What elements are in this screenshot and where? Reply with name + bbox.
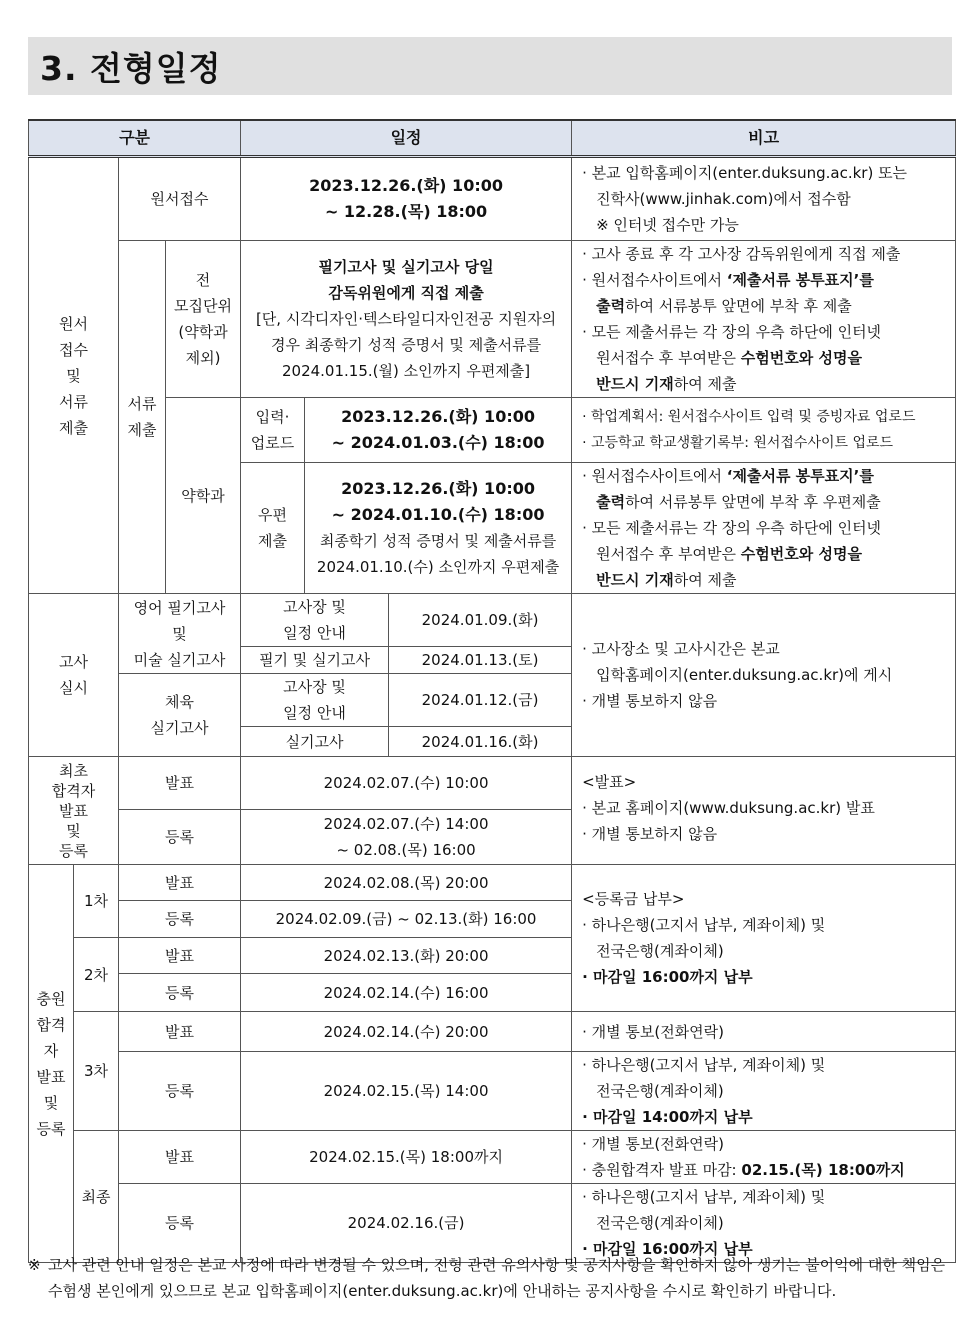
final-announce-notes: · 개별 통보(전화연락) · 충원합격자 발표 마감: 02.15.(목) 18:00까지 (572, 1131, 956, 1184)
header-row (29, 120, 956, 157)
round3-register-notes: · 하나은행(고지서 납부, 계좌이체) 및 전국은행(계좌이체) · 마감일 14:00까지 납부 (572, 1052, 956, 1131)
round3-announce-note: · 개별 통보(전화연락) (572, 1012, 956, 1052)
round1-label: 1차 (74, 865, 119, 938)
first-register-label: 등록 (119, 810, 241, 865)
round2-register-date: 2024.02.14.(수) 16:00 (241, 974, 572, 1012)
footnote-mark: ※ (28, 1256, 41, 1274)
table-row (29, 865, 956, 901)
table-row (29, 1052, 956, 1131)
schedule-table (28, 119, 956, 1263)
final-announce-date: 2024.02.15.(목) 18:00까지 (241, 1131, 572, 1184)
round3-register-date: 2024.02.15.(목) 14:00 (241, 1052, 572, 1131)
header-remarks: 비고 (572, 120, 956, 157)
header-schedule: 일정 (241, 120, 572, 157)
table-row (29, 1131, 956, 1184)
table-row (29, 241, 956, 398)
table-row (29, 398, 956, 463)
post-schedule: 2023.12.26.(화) 10:00 ~ 2024.01.10.(수) 18:00 최종학기 성적 증명서 및 제출서류를 2024.01.10.(수) 소인까지 우편제출 (305, 463, 572, 594)
round1-register-label: 등록 (119, 901, 241, 938)
round3-announce-date: 2024.02.14.(수) 20:00 (241, 1012, 572, 1052)
all-units-schedule: 필기고사 및 실기고사 당일 감독위원에게 직접 제출 [단, 시각디자인·텍스타일디자인전공 지원자의 경우 최종학기 성적 증명서 및 제출서류를 2024.01.15.(월) 소인까지 우편제출] (241, 241, 572, 398)
table-row (29, 594, 956, 647)
pe-exam-label: 실기고사 (241, 727, 389, 757)
footnote (28, 1252, 948, 1304)
table-row (29, 1012, 956, 1052)
round3-register-label: 등록 (119, 1052, 241, 1131)
round1-announce-label: 발표 (119, 865, 241, 901)
apply-row-label: 원서접수 (119, 157, 241, 241)
round1-announce-date: 2024.02.08.(목) 20:00 (241, 865, 572, 901)
guide-date: 2024.01.09.(화) (389, 594, 572, 647)
footnote-text: 고사 관련 안내 일정은 본교 사정에 따라 변경될 수 있으며, 전형 관련 유의사항 및 공지사항을 확인하지 않아 생기는 불이익에 대한 책임은 수험생 본인에게 있으므로 본교 입학홈페이지(enter.duksung.ac.kr)에 안내하는 공지사항을 수시로 확인하기 바랍니다. (48, 1256, 946, 1300)
all-units-notes: · 고사 종료 후 각 고사장 감독위원에게 직접 제출 · 원서접수사이트에서 ‘제출서류 봉투표지’를 출력하여 서류봉투 앞면에 부착 후 제출 · 모든 제출서류는 각 장의 우측 하단에 인터넷 원서접수 후 부여받은 수험번호와 성명을 반드시 기재하여 제출 (572, 241, 956, 398)
guide-label: 고사장 및 일정 안내 (241, 594, 389, 647)
post-notes: · 원서접수사이트에서 ‘제출서류 봉투표지’를 출력하여 서류봉투 앞면에 부착 후 우편제출 · 모든 제출서류는 각 장의 우측 하단에 인터넷 원서접수 후 부여받은 수험번호와 성명을 반드시 기재하여 제출 (572, 463, 956, 594)
round2-register-label: 등록 (119, 974, 241, 1012)
pharm-label: 약학과 (166, 398, 241, 594)
table-row (29, 757, 956, 810)
final-register-date: 2024.02.16.(금) (241, 1184, 572, 1263)
upload-notes: · 학업계획서: 원서접수사이트 입력 및 증빙자료 업로드 · 고등학교 학교생활기록부: 원서접수사이트 업로드 (572, 398, 956, 463)
first-register-date: 2024.02.07.(수) 14:00 ~ 02.08.(목) 16:00 (241, 810, 572, 865)
section-title-bar (28, 37, 952, 95)
upload-date: 2023.12.26.(화) 10:00 ~ 2024.01.03.(수) 18:00 (305, 398, 572, 463)
pe-exam-date: 2024.01.16.(화) (389, 727, 572, 757)
docs-label: 서류 제출 (119, 241, 166, 594)
round1-register-date: 2024.02.09.(금) ~ 02.13.(화) 16:00 (241, 901, 572, 938)
extra-group-label: 충원 합격자 발표 및 등록 (29, 865, 74, 1263)
exam-notes: · 고사장소 및 고사시간은 본교 입학홈페이지(enter.duksung.ac.kr)에 게시 · 개별 통보하지 않음 (572, 594, 956, 757)
all-units-label: 전 모집단위 (약학과 제외) (166, 241, 241, 398)
pe-guide-date: 2024.01.12.(금) (389, 674, 572, 727)
pe-label: 체육 실기고사 (119, 674, 241, 757)
first-group-label: 최초 합격자 발표 및 등록 (29, 757, 119, 865)
apply-date: 2023.12.26.(화) 10:00 ~ 12.28.(목) 18:00 (241, 157, 572, 241)
written-date: 2024.01.13.(토) (389, 647, 572, 674)
eng-art-label: 영어 필기고사 및 미술 실기고사 (119, 594, 241, 674)
exam-group-label: 고사 실시 (29, 594, 119, 757)
first-announce-date: 2024.02.07.(수) 10:00 (241, 757, 572, 810)
round2-announce-label: 발표 (119, 938, 241, 974)
fee-notes: <등록금 납부> · 하나은행(고지서 납부, 계좌이체) 및 전국은행(계좌이체) · 마감일 16:00까지 납부 (572, 865, 956, 1012)
round3-label: 3차 (74, 1012, 119, 1131)
apply-group-label: 원서 접수 및 서류 제출 (29, 157, 119, 594)
round2-label: 2차 (74, 938, 119, 1012)
final-register-label: 등록 (119, 1184, 241, 1263)
upload-label: 입력· 업로드 (241, 398, 305, 463)
apply-notes: · 본교 입학홈페이지(enter.duksung.ac.kr) 또는 진학사(www.jinhak.com)에서 접수함 ※ 인터넷 접수만 가능 (572, 157, 956, 241)
written-label: 필기 및 실기고사 (241, 647, 389, 674)
first-notes: <발표> · 본교 홈페이지(www.duksung.ac.kr) 발표 · 개별 통보하지 않음 (572, 757, 956, 865)
post-label: 우편 제출 (241, 463, 305, 594)
first-announce-label: 발표 (119, 757, 241, 810)
pe-guide-label: 고사장 및 일정 안내 (241, 674, 389, 727)
round2-announce-date: 2024.02.13.(화) 20:00 (241, 938, 572, 974)
table-row (29, 1184, 956, 1263)
final-announce-label: 발표 (119, 1131, 241, 1184)
final-register-notes: · 하나은행(고지서 납부, 계좌이체) 및 전국은행(계좌이체) · 마감일 16:00까지 납부 (572, 1184, 956, 1263)
section-title: 3. 전형일정 (40, 49, 222, 88)
header-category: 구분 (29, 120, 241, 157)
final-round-label: 최종 (74, 1131, 119, 1263)
table-row (29, 157, 956, 241)
round3-announce-label: 발표 (119, 1012, 241, 1052)
